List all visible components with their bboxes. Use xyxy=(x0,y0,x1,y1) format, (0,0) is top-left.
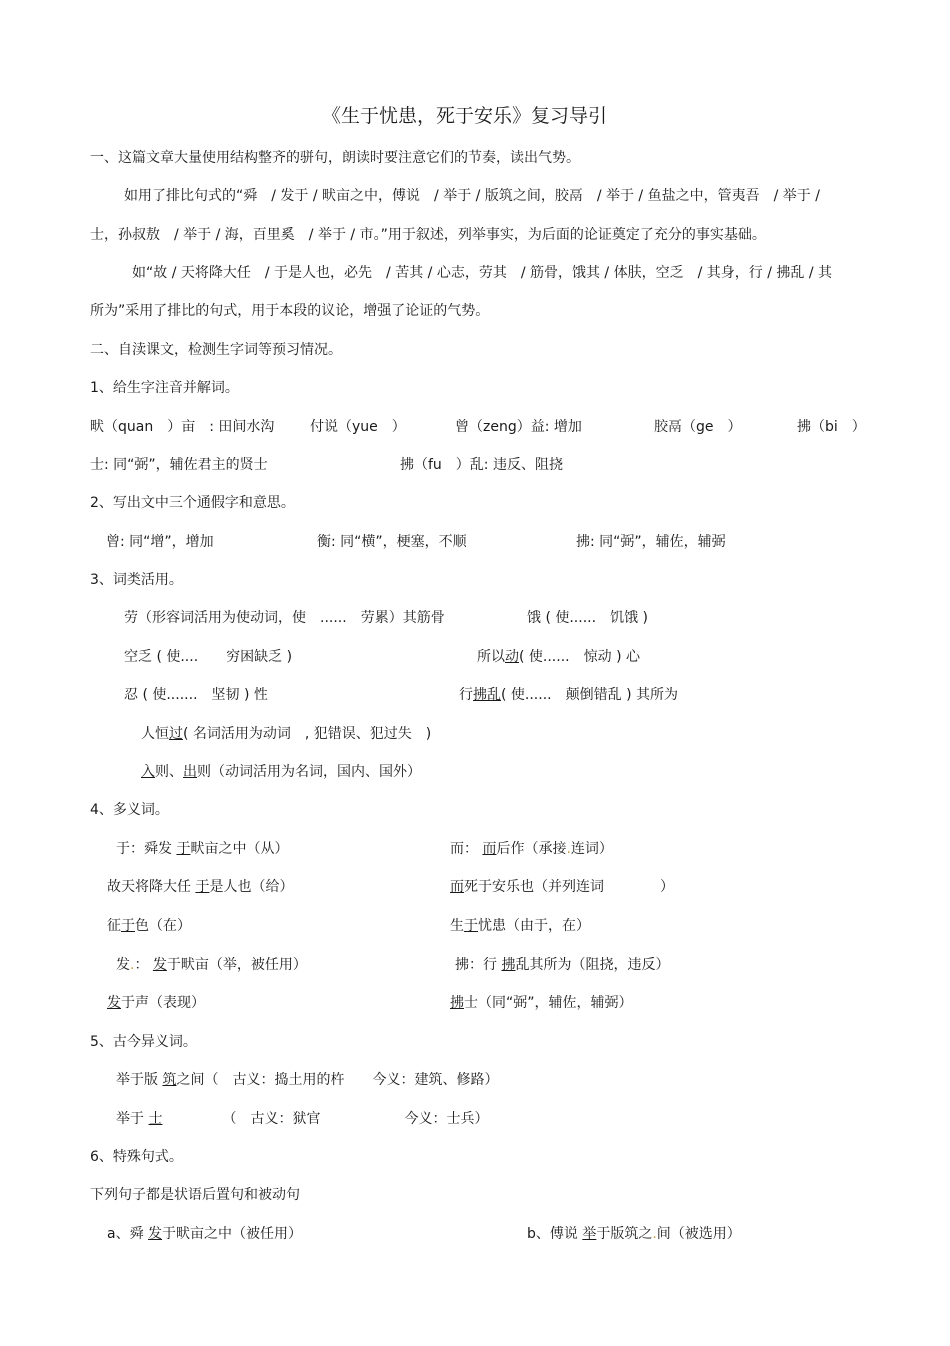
usage-item xyxy=(141,725,431,743)
question-2: 2、写出文中三个通假字和意思。 xyxy=(90,495,295,511)
paragraph-line: 如“故 / 天将降大任 / 于是人也，必先 / 苦其 / 心志，劳其 / 筋骨，饿其 / 体肤，空乏 / 其身，行 / 拂乱 / 其 xyxy=(132,265,833,281)
example-text: 于畎亩之中（被任用） xyxy=(162,1226,303,1242)
section-2-heading: 二、自渎课文，检测生字词等预习情况。 xyxy=(90,342,342,358)
polysemy-item xyxy=(455,956,669,974)
polysemy-text: 连词） xyxy=(570,841,613,857)
example-item xyxy=(527,1225,741,1243)
tongjia-item: 曾: 同“增”，增加 xyxy=(106,534,214,550)
question-3: 3、词类活用。 xyxy=(90,572,183,588)
underlined-word: 入 xyxy=(141,764,155,780)
dot-mark: . xyxy=(130,957,135,973)
question-1: 1、给生字注音并解词。 xyxy=(90,380,239,396)
underlined-word: 于 xyxy=(121,918,135,934)
usage-text: ( 使...... 惊动 ) 心 xyxy=(519,649,640,665)
underlined-word: 举 xyxy=(582,1226,597,1242)
underlined-word: 于 xyxy=(195,879,210,895)
polysemy-text: 死于安乐也（并列连词 ） xyxy=(464,879,674,895)
question-4: 4、多义词。 xyxy=(90,802,169,818)
question-6: 6、特殊句式。 xyxy=(90,1149,183,1165)
usage-text: 行 xyxy=(459,687,473,703)
usage-item: 忍 ( 使....... 坚韧 ) 性 xyxy=(124,687,268,703)
polysemy-text: 于畎亩（举，被任用） xyxy=(166,957,307,973)
polysemy-text: 是人也（给） xyxy=(209,879,294,895)
polysemy-item xyxy=(450,917,590,935)
polysemy-item xyxy=(107,878,293,896)
example-item xyxy=(107,1225,302,1243)
gujin-item xyxy=(116,1071,498,1089)
pinyin-item: 拂（fu ）乱: 违反、阻挠 xyxy=(400,457,563,473)
usage-text: 则、 xyxy=(155,764,183,780)
polysemy-text: 忧患（由于，在） xyxy=(478,918,590,934)
pinyin-item: 拂（bi ） xyxy=(797,419,866,435)
usage-text: ( 名词活用为动词 , 犯错误、犯过失 ) xyxy=(183,726,432,742)
gujin-item xyxy=(116,1110,488,1128)
polysemy-text: 畎亩之中（从） xyxy=(190,841,289,857)
pinyin-item: 士: 同“弼”，辅佐君主的贤士 xyxy=(90,457,268,473)
underlined-word: 而 xyxy=(482,841,497,857)
polysemy-text: 生 xyxy=(450,918,464,934)
gujin-text: 之间（ 古义：捣土用的杵 今义：建筑、修路） xyxy=(176,1072,499,1088)
underlined-word: 筑 xyxy=(162,1072,177,1088)
usage-item xyxy=(477,648,640,666)
usage-text: ( 使...... 颠倒错乱 ) 其所为 xyxy=(501,687,678,703)
tongjia-item: 拂: 同“弼”，辅佐，辅弼 xyxy=(576,534,726,550)
underlined-word: 发 xyxy=(152,957,167,973)
example-text: a、舜 xyxy=(107,1226,144,1242)
underlined-word: 拂乱 xyxy=(473,687,501,703)
polysemy-text: 征 xyxy=(107,918,121,934)
polysemy-item xyxy=(107,917,191,935)
polysemy-text: 乱其所为（阻挠，违反） xyxy=(515,957,670,973)
example-text: b、傅说 xyxy=(527,1226,578,1242)
note-line: 下列句子都是状语后置句和被动句 xyxy=(90,1187,300,1203)
paragraph-line: 所为”采用了排比的句式，用于本段的议论，增强了论证的气势。 xyxy=(90,303,490,319)
dot-mark: . xyxy=(566,841,571,857)
underlined-word: 士 xyxy=(148,1111,163,1127)
pinyin-item: 胶鬲（ge ） xyxy=(654,419,742,435)
usage-item xyxy=(141,763,421,781)
tongjia-item: 衡: 同“横”，梗塞，不顺 xyxy=(317,534,467,550)
underlined-word: 出 xyxy=(183,764,197,780)
polysemy-item xyxy=(116,956,307,974)
underlined-word: 发 xyxy=(107,995,121,1011)
paragraph-line: 如用了排比句式的“舜 / 发于 / 畎亩之中，傅说 / 举于 / 版筑之间，胶鬲 / 举于 / 鱼盐之中，管夷吾 / 举于 / xyxy=(124,188,820,204)
underlined-word: 拂 xyxy=(501,957,516,973)
polysemy-text: 拂：行 xyxy=(455,957,497,973)
usage-item: 劳（形容词活用为使动词，使 ...... 劳累）其筋骨 xyxy=(124,610,445,626)
question-5: 5、古今异义词。 xyxy=(90,1034,197,1050)
polysemy-text: 于声（表现） xyxy=(121,995,205,1011)
polysemy-text: 故天将降大任 xyxy=(107,879,191,895)
polysemy-item xyxy=(450,840,613,858)
underlined-word: 动 xyxy=(505,649,519,665)
dot-mark: . xyxy=(652,1226,657,1242)
usage-text: 人恒 xyxy=(141,726,169,742)
underlined-word: 于 xyxy=(464,918,478,934)
page-title: 《生于忧患，死于安乐》复习导引 xyxy=(322,105,608,127)
example-text: 间（被选用） xyxy=(656,1226,741,1242)
usage-text: 所以 xyxy=(477,649,505,665)
pinyin-item: 付说（yue ） xyxy=(310,419,406,435)
usage-item: 空乏 ( 使.... 穷困缺乏 ) xyxy=(124,649,293,665)
underlined-word: 拂 xyxy=(450,995,464,1011)
usage-text: 则（动词活用为名词，国内、国外） xyxy=(197,764,421,780)
polysemy-text: 发 xyxy=(116,957,130,973)
polysemy-item xyxy=(450,994,633,1012)
underlined-word: 于 xyxy=(176,841,191,857)
usage-item: 饿 ( 使...... 饥饿 ) xyxy=(527,610,648,626)
polysemy-text: 而： xyxy=(450,841,478,857)
gujin-text: 举于 xyxy=(116,1111,144,1127)
gujin-text: 举于版 xyxy=(116,1072,158,1088)
polysemy-item xyxy=(450,878,674,896)
underlined-word: 而 xyxy=(450,879,464,895)
section-1-heading: 一、这篇文章大量使用结构整齐的骈句，朗读时要注意它们的节奏，读出气势。 xyxy=(90,150,580,166)
polysemy-text: ： xyxy=(134,957,149,973)
polysemy-text: 后作（承接 xyxy=(496,841,567,857)
pinyin-item: 畎（quan ）亩 : 田间水沟 xyxy=(90,419,275,435)
polysemy-item xyxy=(107,994,205,1012)
polysemy-item xyxy=(116,840,288,858)
underlined-word: 过 xyxy=(169,726,183,742)
polysemy-text: 色（在） xyxy=(135,918,191,934)
gujin-text: （ 古义：狱官 今义：士兵） xyxy=(222,1111,489,1127)
underlined-word: 发 xyxy=(148,1226,163,1242)
polysemy-text: 士（同“弼”，辅佐，辅弼） xyxy=(464,995,633,1011)
pinyin-item: 曾（zeng）益: 增加 xyxy=(455,419,582,435)
paragraph-line: 士，孙叔敖 / 举于 / 海，百里奚 / 举于 / 市。”用于叙述，列举事实，为后面的论证奠定了充分的事实基础。 xyxy=(90,227,766,243)
polysemy-text: 于：舜发 xyxy=(116,841,172,857)
usage-item xyxy=(459,686,678,704)
example-text: 于版筑之 xyxy=(596,1226,653,1242)
